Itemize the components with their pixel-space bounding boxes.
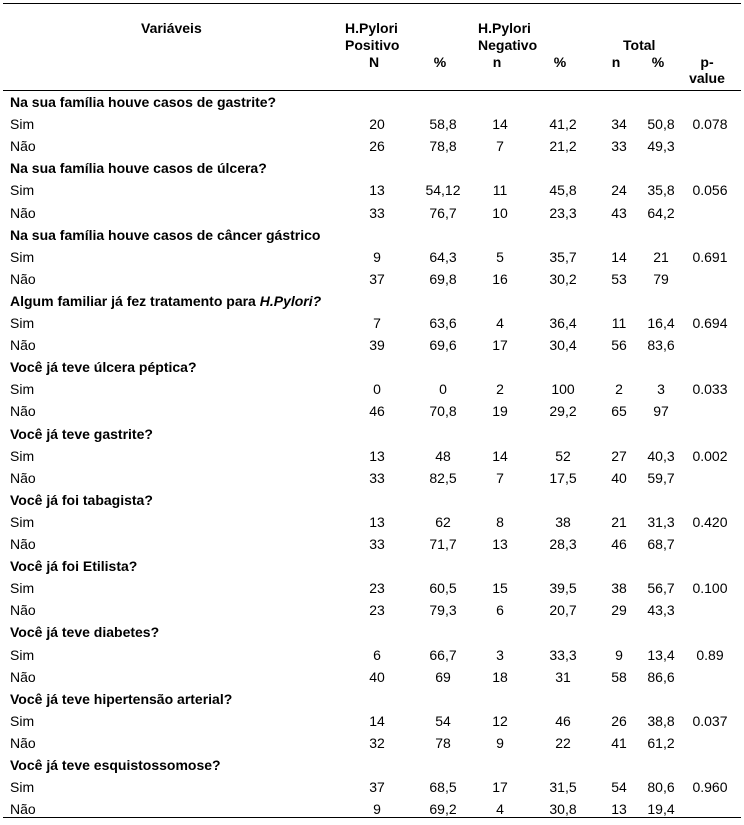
row-label: Não xyxy=(10,536,36,552)
cell-n-total: 11 xyxy=(611,315,627,331)
cell-pct-pos: 0 xyxy=(439,381,447,398)
cell-pct-pos: 60,5 xyxy=(429,580,457,597)
subheader-N: N xyxy=(368,54,380,70)
header-variaveis: Variáveis xyxy=(141,20,202,36)
cell-pct-total: 3 xyxy=(657,381,665,398)
cell-n-total: 46 xyxy=(611,536,627,552)
cell-p-value: 0.691 xyxy=(692,248,728,265)
cell-n-total: 41 xyxy=(611,734,627,751)
cell-pct-neg: 38 xyxy=(555,513,571,530)
cell-n-total: 43 xyxy=(611,204,627,221)
question-text xyxy=(10,492,153,508)
question-row xyxy=(3,224,741,246)
cell-pct-neg: 41,2 xyxy=(549,116,577,133)
cell-n-total: 2 xyxy=(615,381,623,398)
cell-n-total: 24 xyxy=(611,182,627,199)
table-row xyxy=(3,135,741,157)
cell-pct-total: 13,4 xyxy=(647,646,675,663)
row-label: Sim xyxy=(10,315,35,331)
table-row xyxy=(3,445,741,467)
cell-n-neg: 6 xyxy=(496,602,504,619)
cell-pct-neg: 28,3 xyxy=(549,536,577,552)
row-label: Sim xyxy=(10,116,35,133)
cell-n-pos: 9 xyxy=(373,248,381,265)
cell-pct-pos: 76,7 xyxy=(429,204,457,221)
cell-pct-neg: 45,8 xyxy=(549,182,577,199)
question-label: Você já teve gastrite? xyxy=(10,425,153,442)
header-pos-line1: H.Pylori xyxy=(345,20,398,36)
row-label: Sim xyxy=(10,646,35,663)
row-label: Não xyxy=(10,138,36,155)
cell-n-pos: 23 xyxy=(369,602,385,619)
cell-pct-neg: 29,2 xyxy=(549,403,577,420)
cell-pct-neg: 33,3 xyxy=(549,646,577,663)
cell-n-pos: 37 xyxy=(369,779,385,796)
cell-pct-total: 50,8 xyxy=(647,116,675,133)
cell-n-pos: 6 xyxy=(373,646,381,663)
cell-n-pos: 33 xyxy=(369,536,385,552)
cell-n-pos: 13 xyxy=(369,513,385,530)
cell-pct-pos: 78 xyxy=(435,734,451,751)
cell-pct-pos: 69,2 xyxy=(429,801,457,818)
cell-n-total: 58 xyxy=(611,668,627,685)
cell-n-neg: 18 xyxy=(492,668,508,685)
cell-n-total: 38 xyxy=(611,580,627,597)
row-label: Não xyxy=(10,337,36,354)
cell-n-total: 54 xyxy=(611,779,627,796)
cell-pct-total: 59,7 xyxy=(647,469,675,486)
row-label: Sim xyxy=(10,779,35,796)
question-row xyxy=(3,423,741,445)
cell-pct-pos: 66,7 xyxy=(429,646,457,663)
cell-p-value: 0.033 xyxy=(692,381,728,398)
cell-p-value: 0.100 xyxy=(692,580,728,597)
row-label: Não xyxy=(10,734,36,751)
cell-pct-pos: 78,8 xyxy=(429,138,457,155)
cell-n-total: 26 xyxy=(611,712,627,729)
cell-n-total: 27 xyxy=(611,447,627,464)
table-row xyxy=(3,202,741,224)
cell-p-value: 0.078 xyxy=(692,116,728,133)
cell-pct-pos: 79,3 xyxy=(429,602,457,619)
table-row xyxy=(3,533,741,555)
cell-pct-neg: 100 xyxy=(551,381,575,398)
cell-n-neg: 15 xyxy=(492,580,508,597)
cell-n-neg: 10 xyxy=(492,204,508,221)
question-text xyxy=(10,426,153,442)
question-text xyxy=(10,558,137,574)
cell-pct-neg: 36,4 xyxy=(549,315,577,331)
row-label: Não xyxy=(10,469,36,486)
subheader-pct-total: % xyxy=(651,54,665,70)
cell-pct-neg: 30,4 xyxy=(549,337,577,354)
cell-pct-neg: 39,5 xyxy=(549,580,577,597)
subheader-n-neg: n xyxy=(492,54,502,70)
cell-p-value: 0.694 xyxy=(692,315,728,331)
table-row xyxy=(3,710,741,732)
row-label: Não xyxy=(10,602,36,619)
cell-n-total: 13 xyxy=(611,801,627,818)
cell-n-neg: 17 xyxy=(492,337,508,354)
cell-n-pos: 33 xyxy=(369,469,385,486)
cell-n-pos: 37 xyxy=(369,270,385,287)
cell-n-pos: 40 xyxy=(369,668,385,685)
cell-n-neg: 14 xyxy=(492,116,508,133)
subheader-pct-neg: % xyxy=(553,54,567,70)
table-row xyxy=(3,268,741,290)
cell-pct-pos: 69,6 xyxy=(429,337,457,354)
table-row xyxy=(3,312,741,334)
cell-pct-pos: 70,8 xyxy=(429,403,457,420)
question-row xyxy=(3,290,741,312)
cell-n-total: 34 xyxy=(611,116,627,133)
cell-p-value: 0.037 xyxy=(692,712,728,729)
row-label: Sim xyxy=(10,580,35,597)
cell-pct-total: 16,4 xyxy=(647,315,675,331)
question-row xyxy=(3,157,741,179)
question-label: Na sua família houve casos de úlcera? xyxy=(10,160,267,177)
table-row xyxy=(3,179,741,201)
cell-p-value: 0.056 xyxy=(692,182,728,199)
question-text xyxy=(10,359,197,375)
question-text xyxy=(10,160,267,176)
cell-n-neg: 5 xyxy=(496,248,504,265)
cell-pct-total: 38,8 xyxy=(647,712,675,729)
cell-n-neg: 11 xyxy=(492,182,508,199)
question-label: Na sua família houve casos de câncer gástrico xyxy=(10,226,321,243)
cell-n-pos: 7 xyxy=(373,315,381,331)
row-label: Sim xyxy=(10,712,35,729)
cell-pct-total: 64,2 xyxy=(647,204,675,221)
cell-n-total: 65 xyxy=(611,403,627,420)
cell-n-total: 9 xyxy=(615,646,623,663)
cell-p-value: 0.960 xyxy=(692,779,728,796)
cell-pct-pos: 69 xyxy=(435,668,451,685)
question-text xyxy=(10,227,320,243)
question-text xyxy=(10,624,159,640)
cell-n-pos: 9 xyxy=(373,801,381,818)
row-label: Não xyxy=(10,668,36,685)
question-label: Você já teve hipertensão arterial? xyxy=(10,690,233,707)
header-neg-line2: Negativo xyxy=(478,37,538,53)
question-text xyxy=(10,94,276,110)
question-row xyxy=(3,555,741,577)
cell-pct-pos: 48 xyxy=(435,447,451,464)
question-label: Algum familiar já fez tratamento para xyxy=(10,292,260,309)
cell-n-pos: 26 xyxy=(369,138,385,155)
cell-pct-total: 21 xyxy=(653,248,669,265)
cell-pct-total: 49,3 xyxy=(647,138,675,155)
cell-n-neg: 19 xyxy=(492,403,508,420)
cell-pct-neg: 30,8 xyxy=(549,801,577,818)
cell-n-total: 29 xyxy=(611,602,627,619)
row-label: Não xyxy=(10,204,36,221)
question-label: Você já teve diabetes? xyxy=(10,624,160,641)
row-label: Sim xyxy=(10,447,35,464)
question-label: Você já foi tabagista? xyxy=(10,491,153,508)
row-label: Não xyxy=(10,403,36,420)
cell-n-neg: 16 xyxy=(492,270,508,287)
cell-pct-neg: 20,7 xyxy=(549,602,577,619)
cell-n-total: 53 xyxy=(611,270,627,287)
cell-pct-total: 43,3 xyxy=(647,602,675,619)
cell-pct-neg: 31,5 xyxy=(549,779,577,796)
cell-n-neg: 17 xyxy=(492,779,508,796)
cell-pct-total: 97 xyxy=(653,403,669,420)
table-row xyxy=(3,246,741,268)
cell-n-pos: 13 xyxy=(369,182,385,199)
subheader-pvalue-line1: p- xyxy=(700,54,714,70)
cell-n-pos: 0 xyxy=(373,381,381,398)
cell-n-neg: 12 xyxy=(492,712,508,729)
cell-pct-neg: 21,2 xyxy=(549,138,577,155)
cell-n-neg: 8 xyxy=(496,513,504,530)
cell-n-pos: 32 xyxy=(369,734,385,751)
subheader-pvalue-line2: value xyxy=(689,70,725,86)
question-label: Você já teve úlcera péptica? xyxy=(10,359,197,376)
question-row xyxy=(3,688,741,710)
cell-pct-total: 68,7 xyxy=(647,536,675,552)
cell-pct-total: 19,4 xyxy=(647,801,675,818)
cell-n-neg: 4 xyxy=(496,801,504,818)
cell-pct-pos: 58,8 xyxy=(429,116,457,133)
cell-n-pos: 20 xyxy=(369,116,385,133)
row-label: Sim xyxy=(10,182,35,199)
cell-p-value: 0.002 xyxy=(692,447,728,464)
question-label: Você já teve esquistossomose? xyxy=(10,757,221,773)
row-label: Sim xyxy=(10,513,35,530)
header-pos-line2: Positivo xyxy=(345,37,400,53)
cell-pct-total: 31,3 xyxy=(647,513,675,530)
cell-n-neg: 2 xyxy=(496,381,504,398)
cell-pct-neg: 23,3 xyxy=(549,204,577,221)
question-text xyxy=(10,293,321,309)
cell-pct-total: 79 xyxy=(653,270,669,287)
question-text xyxy=(10,757,221,773)
cell-pct-pos: 63,6 xyxy=(429,315,457,331)
question-text xyxy=(10,691,232,707)
table-row xyxy=(3,644,741,666)
cell-pct-total: 80,6 xyxy=(647,779,675,796)
question-italic-term: H.Pylori? xyxy=(259,292,322,309)
cell-pct-pos: 82,5 xyxy=(429,469,457,486)
subheader-pct-pos: % xyxy=(433,54,447,70)
table-bottom-rule xyxy=(3,817,741,818)
table-row xyxy=(3,113,741,135)
cell-n-pos: 23 xyxy=(369,580,385,597)
question-label: Você já foi Etilista? xyxy=(10,558,138,575)
table-row xyxy=(3,511,741,533)
cell-pct-total: 86,6 xyxy=(647,668,675,685)
row-label: Não xyxy=(10,801,36,818)
cell-n-pos: 14 xyxy=(369,712,385,729)
cell-pct-neg: 17,5 xyxy=(549,469,577,486)
cell-n-neg: 3 xyxy=(496,646,504,663)
cell-pct-neg: 35,7 xyxy=(549,248,577,265)
cell-n-pos: 39 xyxy=(369,337,385,354)
cell-n-neg: 7 xyxy=(496,138,504,155)
cell-n-total: 33 xyxy=(611,138,627,155)
cell-pct-neg: 30,2 xyxy=(549,270,577,287)
cell-pct-pos: 64,3 xyxy=(429,248,457,265)
table-row xyxy=(3,467,741,489)
table-row xyxy=(3,732,741,754)
cell-n-neg: 4 xyxy=(496,315,504,331)
table-row xyxy=(3,577,741,599)
row-label: Não xyxy=(10,270,36,287)
cell-pct-total: 61,2 xyxy=(647,734,675,751)
table-row xyxy=(3,666,741,688)
header-total: Total xyxy=(623,37,656,53)
cell-pct-pos: 68,5 xyxy=(429,779,457,796)
cell-n-total: 56 xyxy=(611,337,627,354)
cell-n-total: 40 xyxy=(611,469,627,486)
cell-pct-total: 83,6 xyxy=(647,337,675,354)
cell-p-value: 0.89 xyxy=(696,646,724,663)
cell-pct-neg: 31 xyxy=(555,668,571,685)
cell-n-pos: 13 xyxy=(369,447,385,464)
cell-pct-pos: 54,12 xyxy=(425,182,461,199)
question-row xyxy=(3,621,741,643)
cell-pct-pos: 62 xyxy=(435,513,451,530)
cell-pct-pos: 69,8 xyxy=(429,270,457,287)
cell-n-pos: 46 xyxy=(369,403,385,420)
header-neg-line1: H.Pylori xyxy=(478,20,531,36)
cell-n-neg: 9 xyxy=(496,734,504,751)
question-row xyxy=(3,754,741,776)
table-top-rule xyxy=(3,3,741,4)
cell-pct-pos: 54 xyxy=(435,712,451,729)
cell-pct-total: 35,8 xyxy=(647,182,675,199)
table-row xyxy=(3,776,741,798)
cell-n-neg: 13 xyxy=(492,536,508,552)
cell-n-total: 14 xyxy=(611,248,627,265)
cell-n-neg: 7 xyxy=(496,469,504,486)
row-label: Sim xyxy=(10,248,35,265)
cell-n-total: 21 xyxy=(611,513,627,530)
cell-p-value: 0.420 xyxy=(692,513,728,530)
cell-pct-neg: 22 xyxy=(555,734,571,751)
cell-n-pos: 33 xyxy=(369,204,385,221)
cell-pct-pos: 71,7 xyxy=(429,536,457,552)
table-row xyxy=(3,378,741,400)
question-label: Na sua família houve casos de gastrite? xyxy=(10,94,277,110)
cell-pct-total: 56,7 xyxy=(647,580,675,597)
question-row xyxy=(3,91,741,113)
question-row xyxy=(3,356,741,378)
row-label: Sim xyxy=(10,381,35,398)
subheader-n-total: n xyxy=(611,54,621,70)
cell-pct-neg: 52 xyxy=(555,447,571,464)
table-row xyxy=(3,400,741,422)
cell-pct-neg: 46 xyxy=(555,712,571,729)
question-row xyxy=(3,489,741,511)
cell-pct-total: 40,3 xyxy=(647,447,675,464)
table-row xyxy=(3,334,741,356)
cell-n-neg: 14 xyxy=(492,447,508,464)
table-row xyxy=(3,599,741,621)
